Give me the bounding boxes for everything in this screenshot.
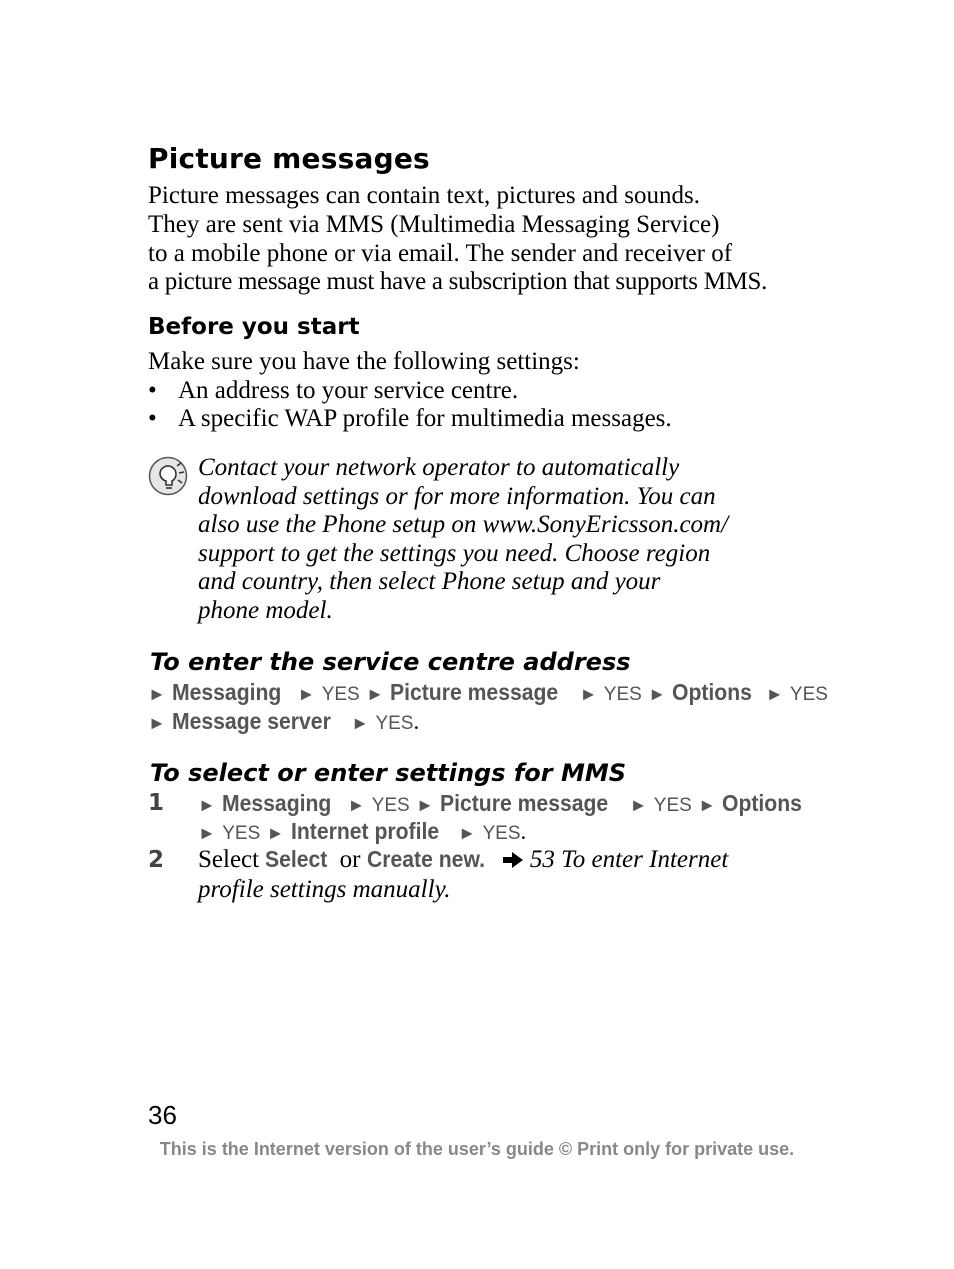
arrow-icon: ►: [648, 684, 667, 704]
arrow-icon: ►: [698, 795, 717, 815]
yes-key: YES: [603, 684, 642, 705]
yes-key: YES: [371, 795, 410, 816]
cross-reference-link[interactable]: 53 To enter Internet: [529, 846, 729, 873]
menu-select: Select: [265, 846, 328, 872]
menu-messaging: Messaging: [222, 790, 332, 816]
nav-path-service-centre-line-2: [148, 708, 419, 735]
arrow-icon: ►: [297, 684, 316, 704]
or-word: or: [339, 846, 361, 873]
intro-line-4: a picture message must have a subscription that supports MMS.: [148, 268, 768, 295]
lightbulb-tip-icon: [148, 456, 188, 496]
section-heading-service-centre: To enter the service centre address: [150, 648, 631, 676]
yes-key: YES: [482, 823, 521, 844]
arrow-icon: ►: [458, 823, 477, 843]
step-number-2: 2: [148, 847, 165, 873]
page-title: Picture messages: [148, 142, 430, 175]
menu-message-server: Message server: [172, 708, 332, 734]
nav-path-service-centre-line-1: [148, 679, 828, 706]
yes-key: YES: [653, 795, 692, 816]
nav-path-mms-line-1: [198, 790, 809, 817]
menu-options: Options: [672, 679, 753, 705]
select-word: Select: [198, 846, 260, 873]
arrow-icon: ►: [765, 684, 784, 704]
menu-picture-message: Picture message: [440, 790, 609, 816]
intro-line-2: They are sent via MMS (Multimedia Messaging Service): [148, 211, 720, 238]
yes-key: YES: [222, 823, 261, 844]
intro-line-1: Picture messages can contain text, pictures and sounds.: [148, 182, 700, 209]
menu-options: Options: [722, 790, 803, 816]
tip-line-2: download settings or for more information. You can: [198, 483, 716, 510]
intro-line-3: to a mobile phone or via email. The sender and receiver of: [148, 240, 733, 267]
tip-line-3: also use the Phone setup on www.SonyEricsson.com/: [198, 511, 729, 538]
tip-line-6: phone model.: [198, 597, 333, 624]
menu-picture-message: Picture message: [390, 679, 559, 705]
menu-messaging: Messaging: [172, 679, 282, 705]
right-arrow-reference-icon: [502, 848, 524, 875]
menu-internet-profile: Internet profile: [290, 818, 439, 844]
menu-create-new: Create new.: [366, 846, 485, 872]
before-heading: Before you start: [148, 314, 360, 340]
tip-line-4: support to get the settings you need. Choose region: [198, 540, 711, 567]
cross-reference-link-line-2[interactable]: profile settings manually.: [198, 876, 451, 903]
arrow-icon: ►: [366, 684, 384, 704]
arrow-icon: ►: [416, 795, 434, 815]
yes-key: YES: [375, 713, 414, 734]
tip-line-1: Contact your network operator to automatically: [198, 454, 680, 481]
bullet-item: • An address to your service centre.: [148, 377, 519, 404]
arrow-icon: ►: [351, 713, 370, 733]
period: .: [520, 819, 527, 844]
arrow-icon: ►: [629, 795, 648, 815]
arrow-icon: ►: [198, 795, 216, 815]
yes-key: YES: [789, 684, 828, 705]
step-2-text: [198, 846, 728, 875]
period: .: [413, 709, 420, 734]
arrow-icon: ►: [148, 713, 166, 733]
bullet-item: • A specific WAP profile for multimedia messages.: [148, 405, 672, 432]
step-number-1: 1: [148, 790, 165, 816]
nav-path-mms-line-2: [198, 818, 526, 845]
footer-notice: This is the Internet version of the user’s guide © Print only for private use.: [159, 1139, 795, 1159]
arrow-icon: ►: [148, 684, 166, 704]
page-number: 36: [148, 1100, 177, 1130]
before-lead: Make sure you have the following settings:: [148, 348, 580, 375]
arrow-icon: ►: [347, 795, 366, 815]
arrow-icon: ►: [198, 823, 216, 843]
tip-line-5: and country, then select Phone setup and your: [198, 568, 661, 595]
yes-key: YES: [321, 684, 360, 705]
section-heading-mms-settings: To select or enter settings for MMS: [150, 759, 627, 787]
arrow-icon: ►: [579, 684, 598, 704]
arrow-icon: ►: [266, 823, 285, 843]
